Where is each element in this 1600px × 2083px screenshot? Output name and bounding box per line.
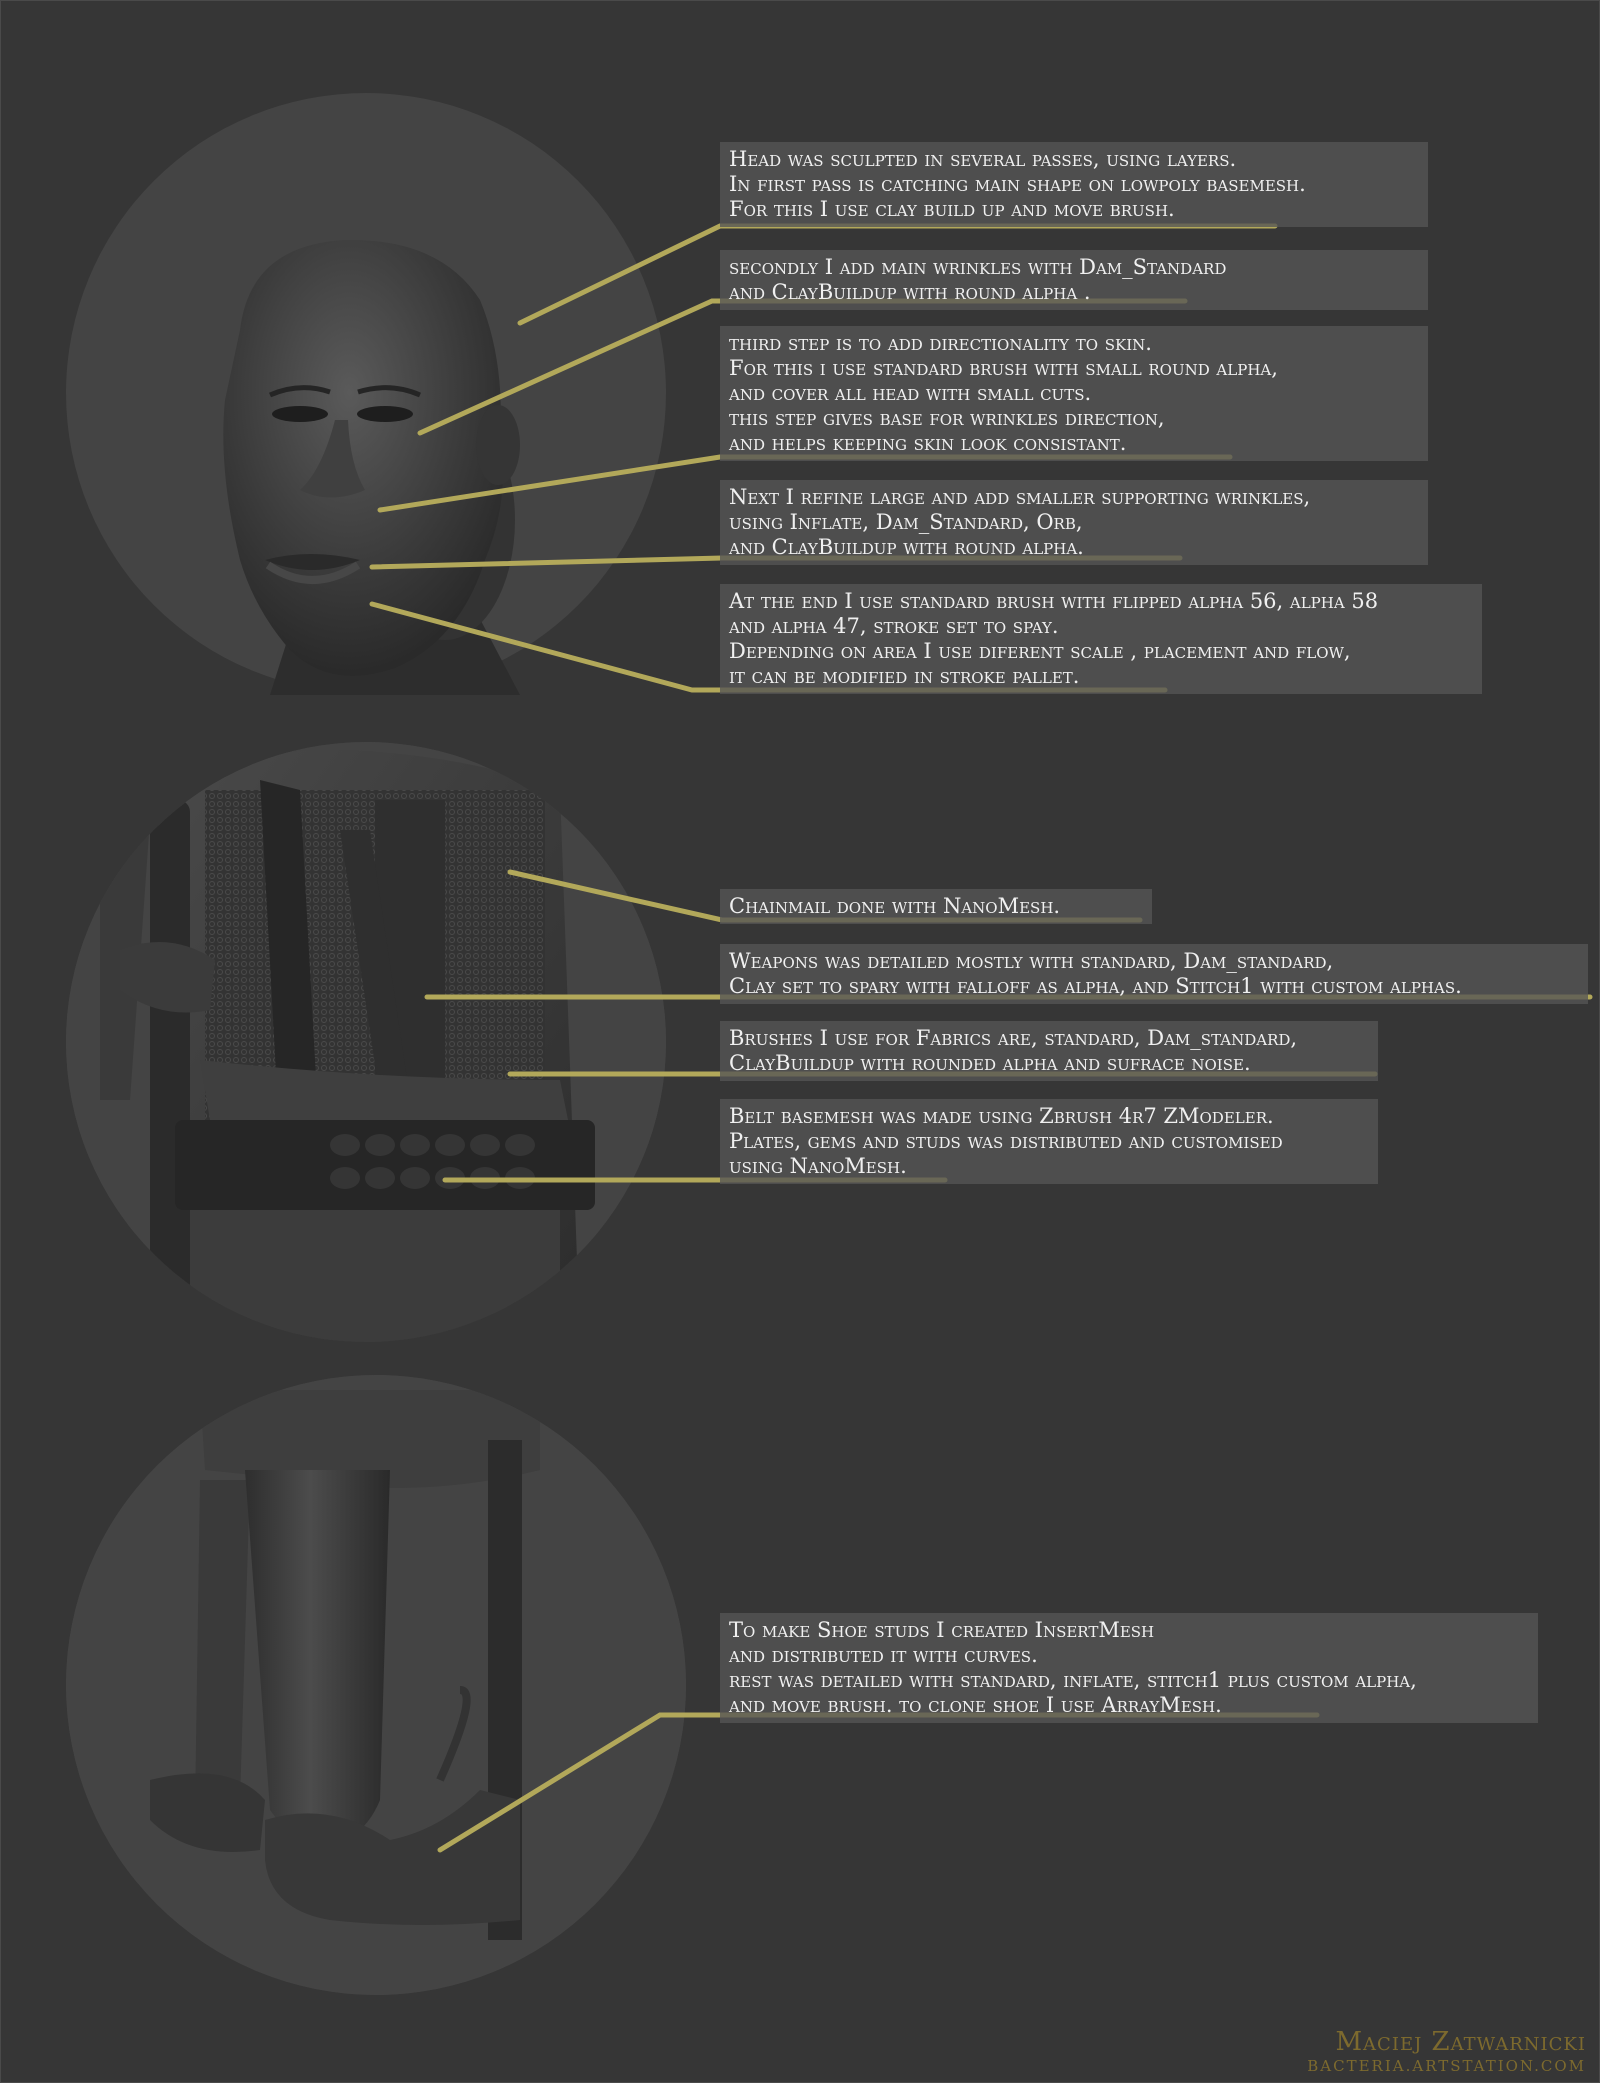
note-line: At the end I use standard brush with flipped alpha 56, alpha 58	[729, 589, 1379, 613]
note-line: Head was sculpted in several passes, using layers.	[729, 147, 1237, 171]
note-line: and distributed it with curves.	[729, 1643, 1038, 1667]
note-line: secondly I add main wrinkles with Dam_Standard	[729, 255, 1227, 279]
note-chainmail	[720, 889, 1152, 924]
note-shoes	[720, 1613, 1538, 1723]
note-line: this step gives base for wrinkles direction,	[729, 406, 1165, 430]
note-line: In first pass is catching main shape on lowpoly basemesh.	[729, 172, 1306, 196]
note-line: and alpha 47, stroke set to spay.	[729, 614, 1059, 638]
torso-sculpt	[66, 742, 666, 1342]
head-sculpt	[223, 240, 520, 695]
note-weapons	[720, 944, 1588, 1004]
note-line: and move brush. to clone shoe I use ArrayMesh.	[729, 1693, 1222, 1717]
note-line: Depending on area I use diferent scale , placement and flow,	[729, 639, 1351, 663]
note-line: For this I use clay build up and move brush.	[729, 197, 1175, 221]
note-line: ClayBuildup with rounded alpha and sufrace noise.	[729, 1051, 1251, 1075]
feet-sculpt	[66, 1375, 686, 1995]
note-line: Weapons was detailed mostly with standard, Dam_standard,	[729, 949, 1334, 973]
note-line: and helps keeping skin look consistant.	[729, 431, 1127, 455]
note-head-pass-1	[720, 142, 1428, 227]
note-line: Clay set to spary with falloff as alpha, and Stitch1 with custom alphas.	[729, 974, 1462, 998]
note-line: using NanoMesh.	[729, 1154, 907, 1178]
artist-website: BACTERIA.ARTSTATION.COM	[1307, 2057, 1586, 2075]
note-line: third step is to add directionality to skin.	[729, 331, 1152, 355]
note-line: using Inflate, Dam_Standard, Orb,	[729, 510, 1083, 534]
note-line: Belt basemesh was made using Zbrush 4r7 ZModeler.	[729, 1104, 1274, 1128]
note-line: and ClayBuildup with round alpha.	[729, 535, 1084, 559]
note-line: For this i use standard brush with small round alpha,	[729, 356, 1278, 380]
note-line: Brushes I use for Fabrics are, standard, Dam_standard,	[729, 1026, 1298, 1050]
note-belt	[720, 1099, 1378, 1184]
note-line: rest was detailed with standard, inflate, stitch1 plus custom alpha,	[729, 1668, 1417, 1692]
note-head-pass-4	[720, 480, 1428, 565]
note-fabrics	[720, 1021, 1378, 1081]
note-line: it can be modified in stroke pallet.	[729, 664, 1080, 688]
note-line: Plates, gems and studs was distributed and customised	[729, 1129, 1283, 1153]
note-head-pass-2	[720, 250, 1428, 310]
note-head-pass-3	[720, 326, 1428, 461]
artist-signature: Maciej Zatwarnicki	[1335, 2027, 1586, 2057]
note-head-pass-5	[720, 584, 1482, 694]
note-line: and ClayBuildup with round alpha .	[729, 280, 1091, 304]
note-line: To make Shoe studs I created InsertMesh	[729, 1618, 1155, 1642]
note-line: Next I refine large and add smaller supporting wrinkles,	[729, 485, 1311, 509]
note-line: and cover all head with small cuts.	[729, 381, 1092, 405]
note-line: Chainmail done with NanoMesh.	[729, 894, 1061, 918]
